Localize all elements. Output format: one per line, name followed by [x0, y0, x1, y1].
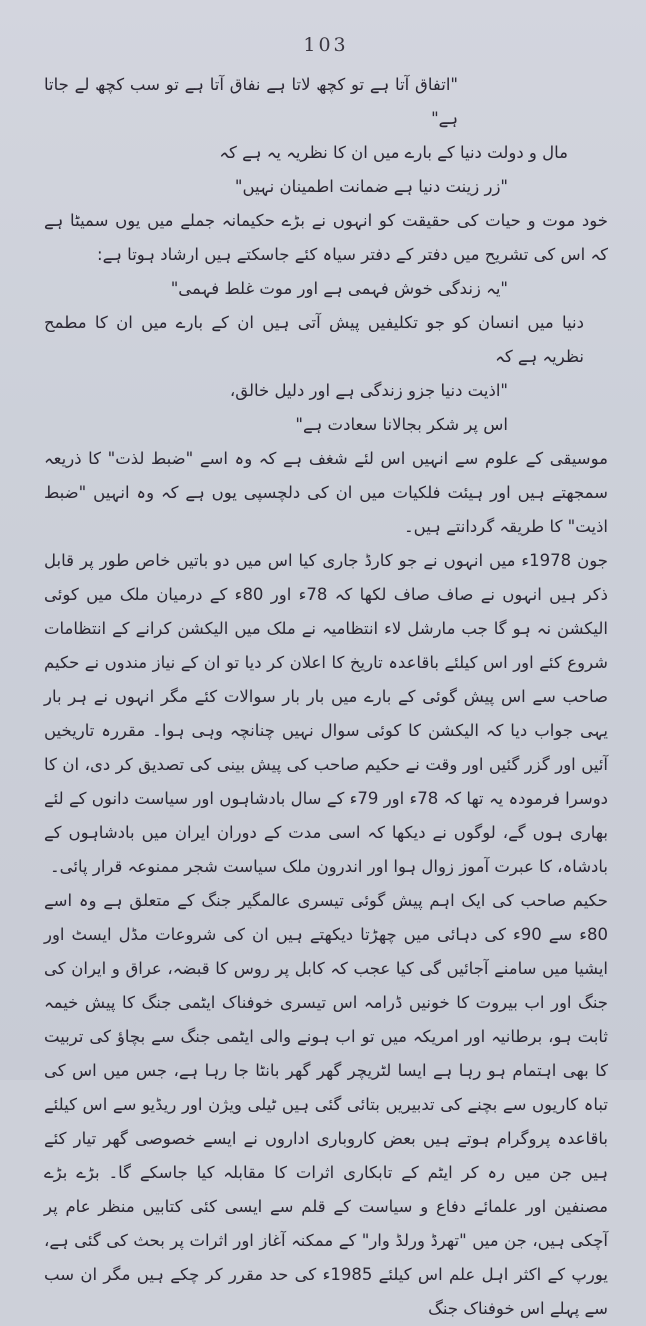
quote-life: "یہ زندگی خوش فہمی ہے اور موت غلط فہمی" [170, 279, 508, 298]
paragraph-1978: جون 1978ء میں انہوں نے جو کارڈ جاری کیا اس میں دو باتیں خاص طور پر قابل ذکر ہیں انہوں نے صاف صاف لکھا کہ 78ء اور 80ء کے درمیان ملک میں کوئی الیکشن نہ ہو گا جب مارشل لاء انتظامیہ نے ملک میں الیکشن کرانے کے انتظامات شروع کئے اور اس کیلئے باقاعدہ تاریخ کا اعلان کر دیا تو ان کے نیاز مندوں نے حکیم صاحب سے اس پیش گوئی کے بارے میں بار بار سوالات کئے مگر انہوں نے ہر بار یہی جواب دیا کہ الیکشن کا کوئی سوال نہیں چنانچہ وہی ہوا۔ مقررہ تاریخیں آئیں اور گزر گئیں اور وقت نے حکیم صاحب کی پیش بینی کی تصدیق کر دی، ان کا دوسرا فرمودہ یہ تھا کہ 78ء اور 79ء کے سال بادشاہوں اور سیاست دانوں کے لئے بھاری ہوں گے، لوگوں نے دیکھا کہ اسی مدت کے دوران ایران میں بادشاہوں کے بادشاہ، کا عبرت آموز زوال ہوا اور اندرون ملک سیاست شجر ممنوعہ قرار پائی۔ [44, 551, 609, 876]
quote-suffering-2: اس پر شکر بجالانا سعادت ہے" [295, 415, 508, 434]
page-number: 103 [303, 34, 349, 56]
body-text [44, 68, 608, 1326]
paragraph-world-war: حکیم صاحب کی ایک اہم پیش گوئی تیسری عالمگیر جنگ کے متعلق ہے وہ اسے 80ء سے 90ء کی دہائی میں چھڑتا دیکھتے ہیں ان کی شروعات مڈل ایسٹ اور ایشیا میں سامنے آجائیں گی کیا عجب کہ کابل پر روس کا قبضہ، عراق و ایران کی جنگ اور اب بیروت کا خونیں ڈرامہ اس تیسری خوفناک ایٹمی جنگ کا پیش خیمہ ثابت ہو، برطانیہ اور امریکہ میں تو اب ہونے والی ایٹمی جنگ سے بچاؤ کی تربیت کا بھی اہتمام ہو رہا ہے ایسا لٹریچر گھر گھر بانٹا جا رہا ہے، جس میں اس کی تباہ کاریوں سے بچنے کی تدبیریں بتائی گئی ہیں ٹیلی ویژن اور ریڈیو سے اس کیلئے باقاعدہ پروگرام ہوتے ہیں بعض کاروباری اداروں نے ایسے خصوصی گھر تیار کئے ہیں جن میں رہ کر ایٹم کے تابکاری اثرات کا مقابلہ کیا جاسکے گا۔ بڑے بڑے مصنفین اور علمائے دفاع و سیاست کے قلم سے ایسی کئی کتابیں منظر عام پر آچکی ہیں، جن میں "تھرڈ ورلڈ وار" کے ممکنہ آغاز اور اثرات پر بحث کی گئی ہے، یورپ کے اکثر اہل علم اس کیلئے 1985ء کی حد مقرر کر چکے ہیں مگر ان سب سے پہلے اس خوفناک جنگ [44, 891, 608, 1318]
paragraph-music: موسیقی کے علوم سے انہیں اس لئے شغف ہے کہ وہ اسے "ضبط لذت" کا ذریعہ سمجھتے ہیں اور ہیئت فلکیات میں ان کی دلچسپی یوں ہے کہ وہ انہیں "ضبط اذیت" کا طریقہ گردانتے ہیں۔ [44, 449, 608, 536]
wealth-intro: مال و دولت دنیا کے بارے میں ان کا نظریہ یہ ہے کہ [219, 143, 568, 162]
paragraph-life-death: خود موت و حیات کی حقیقت کو انہوں نے بڑے حکیمانہ جملے میں یوں سمیٹا ہے کہ اس کی تشریح میں دفتر کے دفتر سیاہ کئے جاسکتے ہیں ارشاد ہوتا ہے: [44, 211, 608, 264]
quote-wealth: "زر زینت دنیا ہے ضمانت اطمینان نہیں" [234, 177, 508, 196]
quote-unity: "اتفاق آتا ہے تو کچھ لاتا ہے نفاق آتا ہے تو سب کچھ لے جاتا ہے" [44, 75, 458, 128]
quote-suffering-1: "اذیت دنیا جزو زندگی ہے اور دلیل خالق، [229, 381, 508, 400]
suffering-intro: دنیا میں انسان کو جو تکلیفیں پیش آتی ہیں ان کے بارے میں ان کا مطمح نظریہ ہے کہ [44, 313, 584, 366]
